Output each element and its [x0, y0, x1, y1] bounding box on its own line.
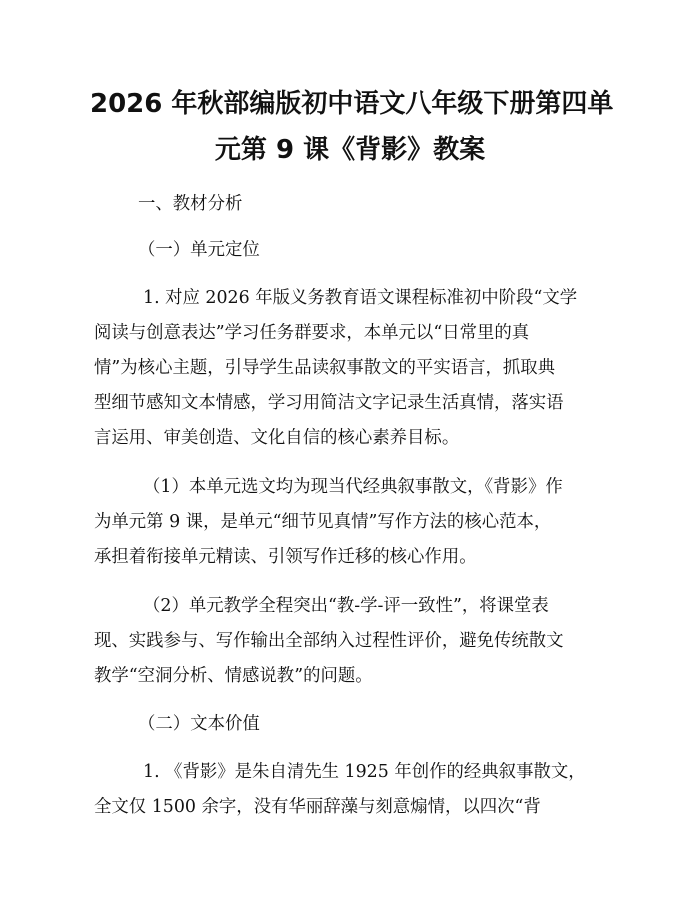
paragraph-line: 1. 《背影》是朱自清先生 1925 年创作的经典叙事散文， [143, 762, 586, 782]
subsection-heading-text-value: （二）文本价值 [138, 714, 260, 734]
paragraph-line: 型细节感知文本情感，学习用简洁文字记录生活真情，落实语 [94, 393, 564, 413]
section-heading-teaching-material-analysis: 一、教材分析 [138, 194, 243, 214]
paragraph-line: 教学“空洞分析、情感说教”的问题。 [94, 666, 373, 686]
paragraph-line: 言运用、审美创造、文化自信的核心素养目标。 [94, 428, 460, 448]
paragraph-line: 情”为核心主题，引导学生品读叙事散文的平实语言，抓取典 [94, 358, 556, 378]
paragraph-line: 1. 对应 2026 年版义务教育语文课程标准初中阶段“文学 [143, 288, 578, 308]
paragraph-line: 全文仅 1500 余字，没有华丽辞藻与刻意煽情，以四次“背 [94, 797, 541, 817]
paragraph-line: 为单元第 9 课，是单元“细节见真情”写作方法的核心范本， [94, 512, 552, 532]
document-title-line-1: 2026 年秋部编版初中语文八年级下册第四单 [90, 89, 614, 119]
subsection-heading-unit-positioning: （一）单元定位 [138, 240, 260, 260]
document-title-line-2: 元第 9 课《背影》教案 [214, 135, 486, 165]
paragraph-line: （1）本单元选文均为现当代经典叙事散文，《背影》作 [143, 477, 563, 497]
paragraph-line: （2）单元教学全程突出“教-学-评一致性”，将课堂表 [143, 596, 549, 616]
paragraph-line: 承担着衔接单元精读、引领写作迁移的核心作用。 [94, 547, 477, 567]
paragraph-line: 阅读与创意表达”学习任务群要求，本单元以“日常里的真 [94, 323, 530, 343]
paragraph-line: 现、实践参与、写作输出全部纳入过程性评价，避免传统散文 [94, 631, 564, 651]
